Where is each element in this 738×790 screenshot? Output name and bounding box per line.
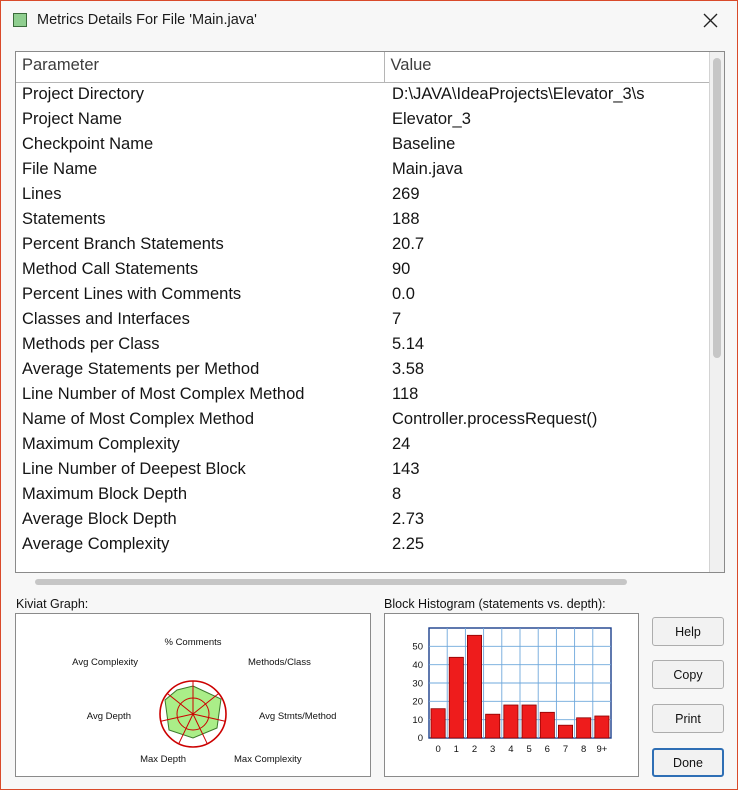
kiviat-graph-label: Kiviat Graph: — [16, 597, 89, 611]
histogram-x-tick-5: 5 — [526, 744, 532, 755]
cell-parameter: Average Block Depth — [22, 510, 177, 528]
cell-value: D:\JAVA\IdeaProjects\Elevator_3\s — [392, 85, 645, 104]
close-icon — [702, 12, 719, 29]
histogram-x-tick-1: 1 — [453, 744, 459, 755]
kiviat-axis-label-max-complexity: Max Complexity — [234, 754, 302, 765]
table-row[interactable] — [16, 482, 709, 507]
cell-parameter: Name of Most Complex Method — [22, 410, 255, 428]
cell-value: 7 — [392, 310, 402, 328]
table-row[interactable] — [16, 282, 709, 307]
kiviat-axis-label-avg-stmts-per-method: Avg Stmts/Method — [259, 711, 337, 722]
histogram-x-tick-0: 0 — [435, 744, 441, 755]
cell-value: Elevator_3 — [392, 110, 471, 128]
cell-value: 188 — [392, 210, 420, 228]
table-row[interactable] — [16, 132, 709, 157]
metrics-table-panel — [15, 51, 725, 573]
table-row[interactable] — [16, 182, 709, 207]
histogram-x-tick-9plus: 9+ — [596, 744, 608, 755]
cell-parameter: Project Name — [22, 110, 122, 128]
cell-value: Baseline — [392, 135, 456, 153]
histogram-x-tick-8: 8 — [581, 744, 587, 755]
cell-value: 118 — [392, 385, 419, 403]
table-row[interactable] — [16, 382, 709, 407]
table-row[interactable] — [16, 357, 709, 382]
cell-value: 90 — [392, 260, 411, 278]
done-button[interactable]: Done — [652, 748, 724, 777]
column-header-value[interactable]: Value — [384, 52, 709, 82]
block-histogram-label: Block Histogram (statements vs. depth): — [384, 597, 606, 611]
cell-parameter: Project Directory — [22, 85, 144, 104]
table-row[interactable] — [16, 457, 709, 482]
cell-parameter: Lines — [22, 185, 62, 203]
table-row[interactable] — [16, 332, 709, 357]
histogram-bar-8 — [577, 718, 591, 738]
copy-button[interactable]: Copy — [652, 660, 724, 689]
table-row[interactable] — [16, 232, 709, 257]
table-horizontal-scrollbar-thumb[interactable] — [35, 579, 627, 585]
help-button[interactable]: Help — [652, 617, 724, 646]
cell-value: Controller.processRequest() — [392, 410, 598, 428]
histogram-y-tick-10: 10 — [412, 715, 423, 726]
kiviat-axis-label-methods-per-class: Methods/Class — [248, 657, 311, 668]
cell-parameter: Percent Branch Statements — [22, 235, 224, 253]
histogram-y-tick-0: 0 — [417, 733, 423, 744]
cell-value: 269 — [392, 185, 420, 203]
histogram-x-tick-4: 4 — [508, 744, 514, 755]
histogram-y-tick-30: 30 — [412, 678, 423, 690]
title-bar — [1, 1, 737, 39]
kiviat-axis-label-avg-depth: Avg Depth — [86, 711, 131, 722]
table-row[interactable] — [16, 507, 709, 532]
cell-parameter: File Name — [22, 160, 98, 178]
histogram-x-tick-6: 6 — [544, 744, 550, 755]
histogram-bar-6 — [540, 712, 554, 738]
block-histogram-panel[interactable] — [384, 613, 639, 777]
histogram-bar-3 — [486, 714, 500, 738]
histogram-x-tick-3: 3 — [490, 744, 496, 755]
table-row[interactable] — [16, 407, 709, 432]
kiviat-graph — [16, 614, 370, 776]
kiviat-axis-label-max-depth: Max Depth — [140, 754, 186, 765]
table-header-row — [16, 52, 709, 82]
cell-value: 20.7 — [392, 235, 425, 253]
kiviat-axis-label-comments: % Comments — [164, 637, 222, 648]
cell-value: Main.java — [392, 160, 463, 178]
table-horizontal-scrollbar[interactable] — [15, 575, 725, 589]
table-row[interactable] — [16, 257, 709, 282]
cell-value: 143 — [392, 460, 420, 478]
cell-parameter: Statements — [22, 210, 106, 228]
cell-parameter: Maximum Block Depth — [22, 485, 188, 503]
cell-parameter: Checkpoint Name — [22, 135, 154, 153]
table-row[interactable] — [16, 307, 709, 332]
histogram-bar-5 — [522, 705, 536, 738]
histogram-bar-2 — [467, 635, 481, 738]
table-vertical-scrollbar[interactable] — [709, 52, 724, 572]
table-row[interactable] — [16, 157, 709, 182]
kiviat-graph-panel[interactable] — [15, 613, 371, 777]
cell-parameter: Method Call Statements — [22, 260, 199, 278]
metrics-table — [16, 52, 709, 557]
kiviat-axis-label-avg-complexity: Avg Complexity — [72, 657, 138, 668]
histogram-y-tick-50: 50 — [412, 641, 423, 653]
histogram-bar-4 — [504, 705, 518, 738]
cell-parameter: Average Statements per Method — [22, 360, 260, 378]
histogram-y-tick-labels — [412, 642, 423, 744]
table-row[interactable] — [16, 532, 709, 557]
cell-value: 0.0 — [392, 285, 415, 303]
cell-value: 2.25 — [392, 535, 425, 553]
histogram-y-tick-20: 20 — [412, 696, 423, 708]
histogram-x-tick-labels — [435, 744, 607, 755]
table-row[interactable] — [16, 82, 709, 107]
cell-value: 8 — [392, 485, 402, 503]
table-row[interactable] — [16, 107, 709, 132]
metrics-app-icon — [13, 13, 27, 27]
histogram-bar-0 — [431, 709, 445, 738]
table-row[interactable] — [16, 207, 709, 232]
cell-parameter: Classes and Interfaces — [22, 310, 190, 328]
block-histogram-chart — [385, 614, 638, 776]
cell-value: 3.58 — [392, 360, 425, 378]
histogram-bar-9 — [595, 716, 609, 738]
histogram-x-tick-7: 7 — [562, 744, 569, 755]
print-button[interactable]: Print — [652, 704, 724, 733]
cell-parameter: Maximum Complexity — [22, 435, 180, 453]
cell-value: 5.14 — [392, 335, 425, 353]
histogram-y-tick-40: 40 — [412, 660, 423, 671]
cell-parameter: Average Complexity — [22, 535, 170, 553]
cell-value: 2.73 — [392, 510, 425, 528]
cell-parameter: Methods per Class — [22, 335, 160, 353]
histogram-bar-7 — [558, 725, 572, 738]
histogram-bar-1 — [449, 657, 463, 738]
close-button[interactable] — [689, 3, 731, 37]
histogram-x-tick-2: 2 — [471, 744, 478, 755]
column-header-parameter[interactable]: Parameter — [16, 52, 384, 82]
cell-value: 24 — [392, 435, 411, 453]
table-row[interactable] — [16, 432, 709, 457]
cell-parameter: Line Number of Deepest Block — [22, 460, 246, 478]
cell-parameter: Line Number of Most Complex Method — [22, 385, 305, 403]
table-vertical-scrollbar-thumb[interactable] — [713, 58, 721, 358]
window-title: Metrics Details For File 'Main.java' — [37, 12, 257, 28]
cell-parameter: Percent Lines with Comments — [22, 285, 242, 303]
metrics-table-scrollport — [16, 52, 709, 572]
